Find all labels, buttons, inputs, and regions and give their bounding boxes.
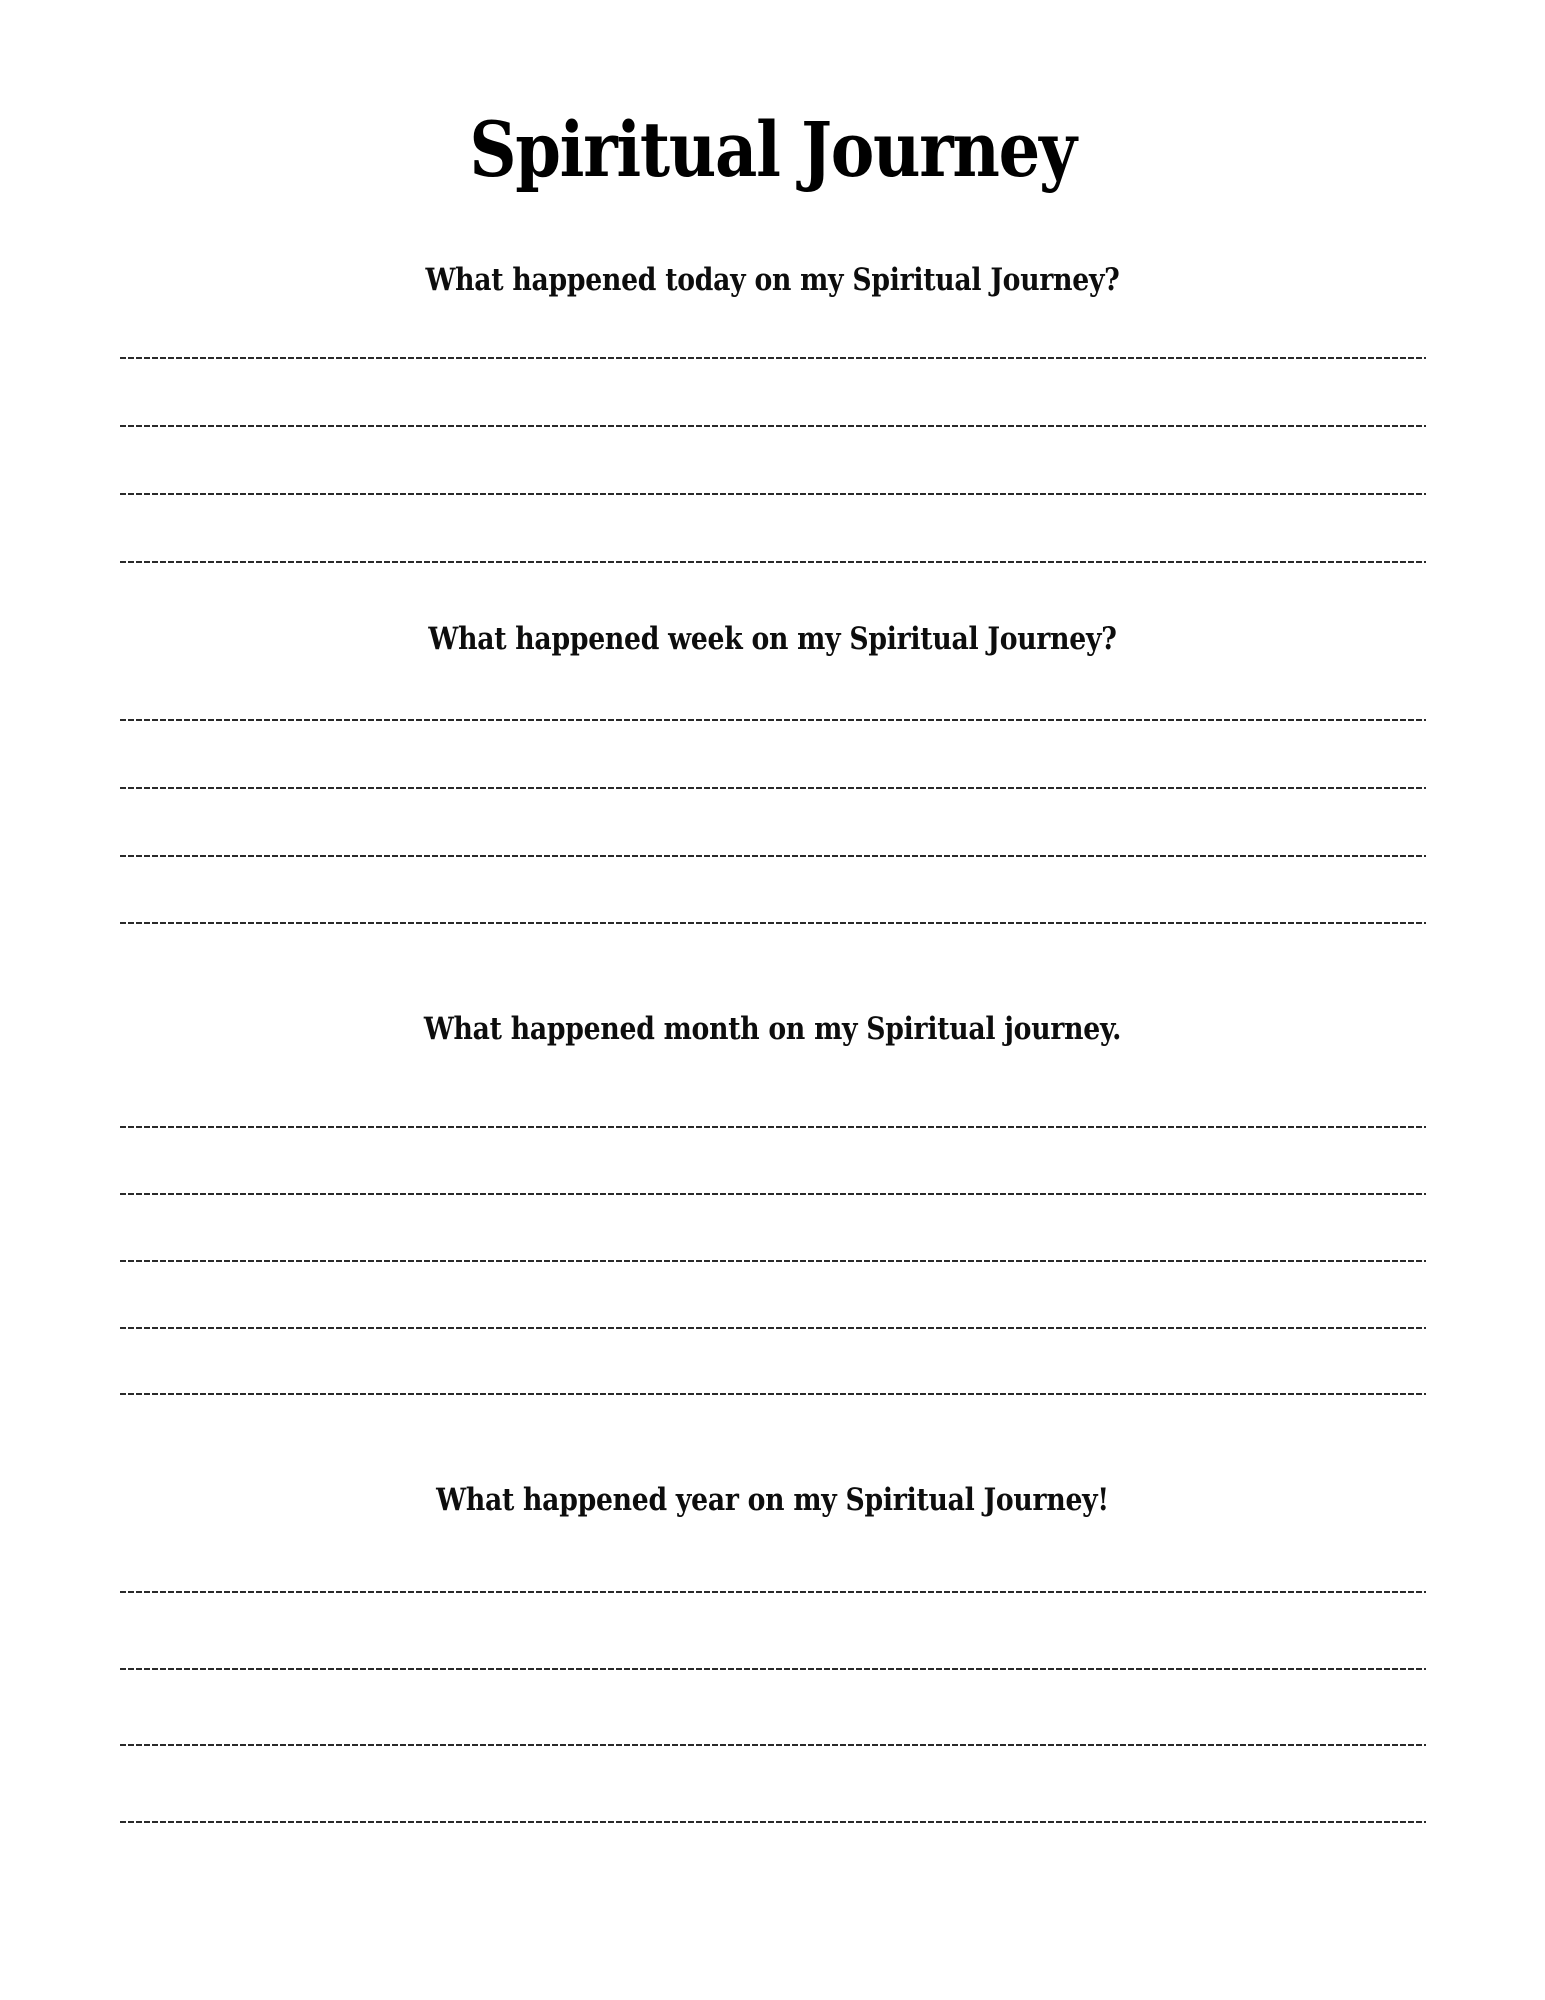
writing-line[interactable] [120,719,1426,721]
writing-line[interactable] [120,493,1426,495]
writing-line[interactable] [120,922,1426,924]
page-title: Spiritual Journey [469,105,1076,194]
writing-line[interactable] [120,1327,1426,1329]
writing-line[interactable] [120,357,1426,359]
writing-line[interactable] [120,1193,1426,1195]
section-heading-month: What happened month on my Spiritual journey. [423,1011,1122,1047]
section-heading-today: What happened today on my Spiritual Journey? [425,262,1120,298]
section-heading-year: What happened year on my Spiritual Journey! [436,1482,1109,1518]
writing-line[interactable] [120,1668,1426,1670]
section-heading-week: What happened week on my Spiritual Journey? [428,621,1117,657]
writing-line[interactable] [120,1591,1426,1593]
writing-line[interactable] [120,787,1426,789]
writing-line[interactable] [120,1260,1426,1262]
writing-line[interactable] [120,1393,1426,1395]
writing-line[interactable] [120,1126,1426,1128]
writing-line[interactable] [120,1744,1426,1746]
writing-line[interactable] [120,1821,1426,1823]
writing-line[interactable] [120,425,1426,427]
writing-line[interactable] [120,561,1426,563]
writing-line[interactable] [120,855,1426,857]
